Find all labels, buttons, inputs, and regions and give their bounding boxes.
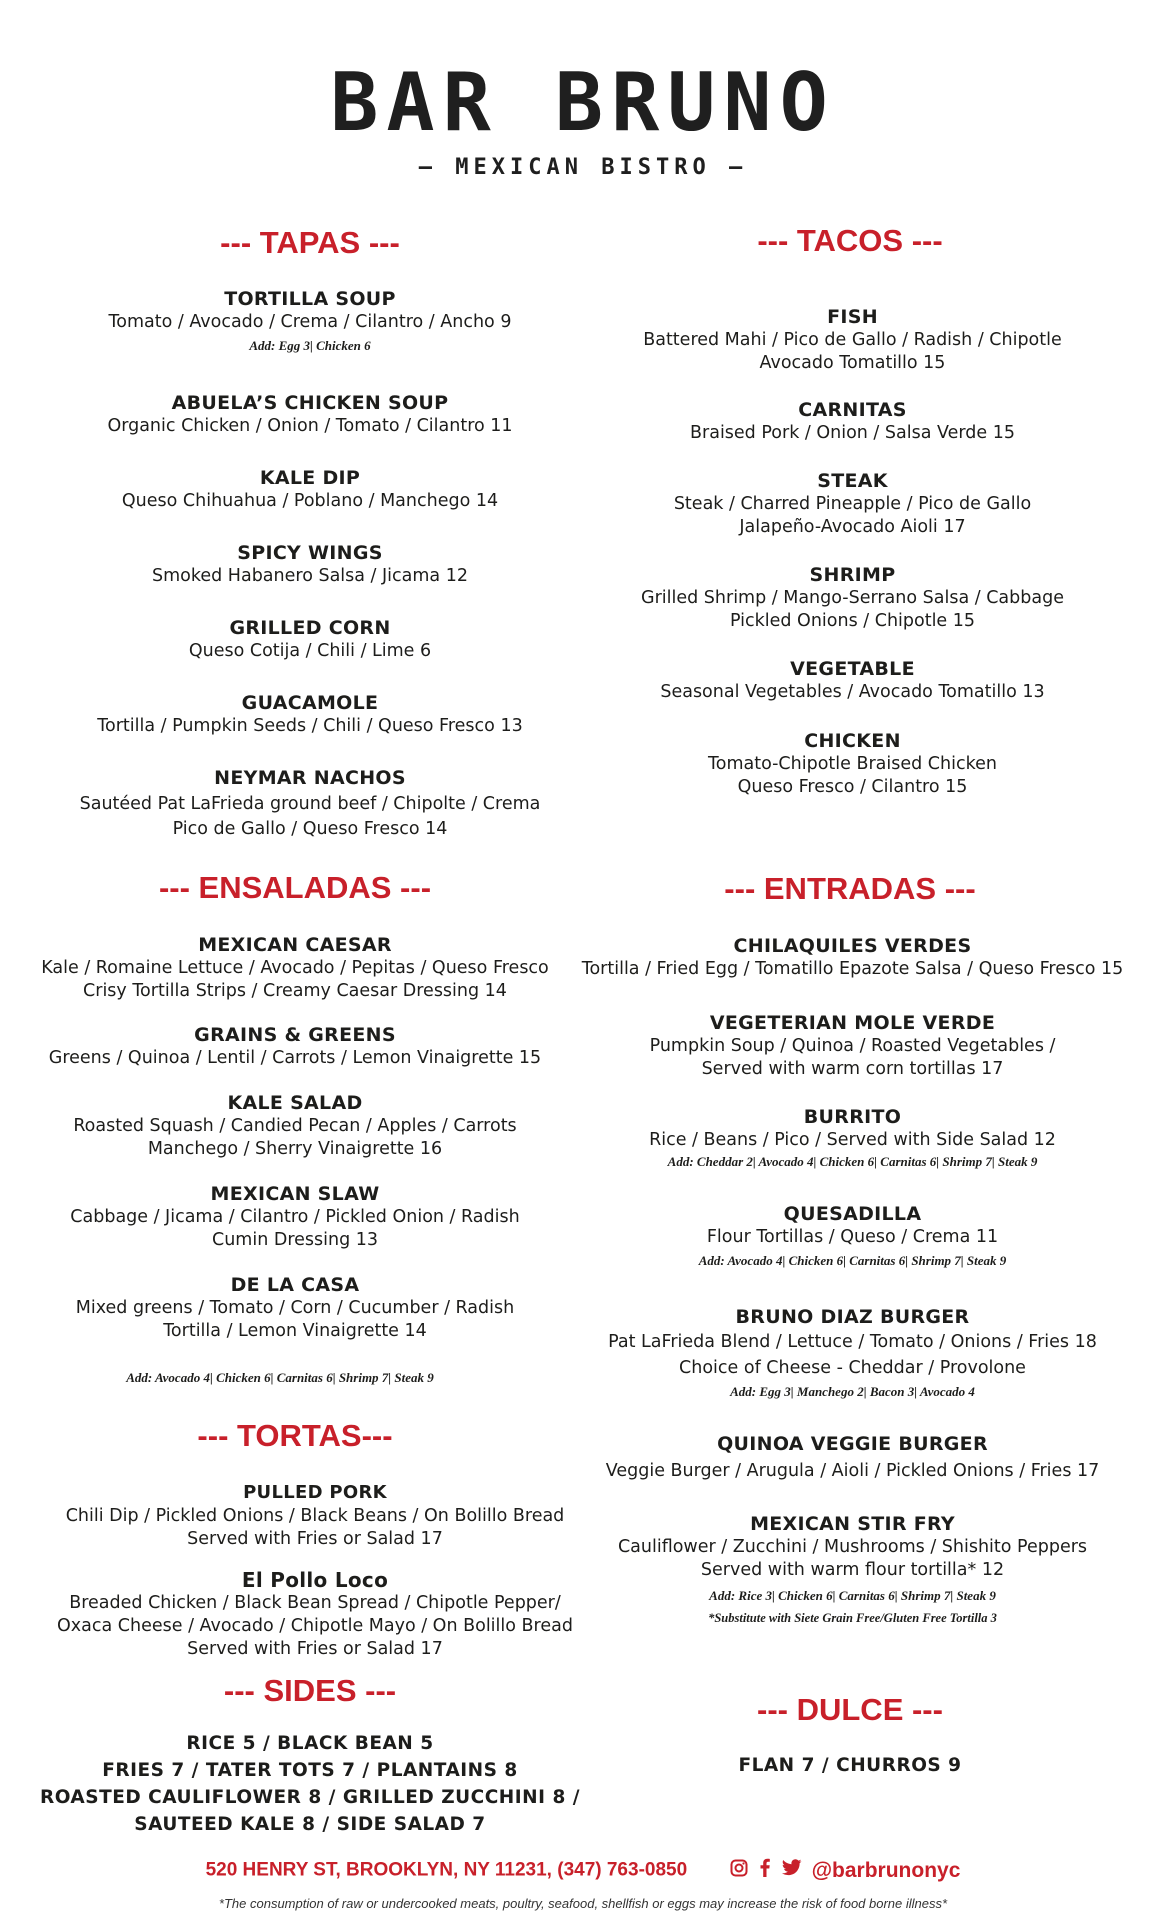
item-description: Braised Pork / Onion / Salsa Verde 15 (690, 423, 1015, 443)
item-description: Seasonal Vegetables / Avocado Tomatillo 13 (660, 682, 1045, 702)
item-name: KALE SALAD (227, 1092, 363, 1114)
entradas-section (565, 0, 1140, 1920)
item-description-2: Served with warm corn tortillas 17 (701, 1059, 1004, 1079)
tacos-heading: --- TACOS --- (757, 223, 943, 258)
menu-item (25, 1568, 605, 1661)
item-name: CHILAQUILES VERDES (733, 935, 972, 957)
item-name: SHRIMP (809, 564, 896, 586)
item-name: PULLED PORK (243, 1482, 387, 1503)
sides-line: ROASTED CAULIFLOWER 8 / GRILLED ZUCCHINI 8 / (39, 1787, 581, 1808)
item-description-2: Tortilla / Lemon Vinaigrette 14 (163, 1321, 427, 1341)
item-name: NEYMAR NACHOS (214, 767, 406, 789)
item-substitute-note: *Substitute with Siete Grain Free/Gluten Free Tortilla 3 (708, 1611, 997, 1625)
restaurant-subtitle: — MEXICAN BISTRO — (418, 155, 748, 180)
item-name: GRILLED CORN (229, 617, 391, 639)
item-description: Organic Chicken / Onion / Tomato / Cilantro 11 (107, 416, 513, 436)
item-description-2: Jalapeño-Avocado Aioli 17 (739, 517, 966, 537)
sides-line: RICE 5 / BLACK BEAN 5 (186, 1733, 434, 1754)
twitter-icon[interactable] (782, 1859, 802, 1882)
item-description-2: Served with warm flour tortilla* 12 (700, 1560, 1005, 1580)
item-description: Tortilla / Pumpkin Seeds / Chili / Queso Fresco 13 (97, 716, 523, 736)
item-description-2: Pico de Gallo / Queso Fresco 14 (172, 819, 448, 839)
item-addons: Add: Egg 3| Manchego 2| Bacon 3| Avocado 4 (730, 1384, 975, 1399)
item-name: QUESADILLA (783, 1203, 922, 1225)
item-name: TORTILLA SOUP (224, 288, 396, 310)
ensaladas-heading: --- ENSALADAS --- (158, 870, 432, 905)
item-description: Mixed greens / Tomato / Corn / Cucumber / Radish (75, 1298, 515, 1318)
item-addons: Add: Egg 3| Chicken 6 (249, 338, 371, 353)
item-name: STEAK (817, 470, 888, 492)
item-description-2: Queso Fresco / Cilantro 15 (737, 777, 968, 797)
menu-item (545, 1105, 1160, 1172)
item-description: Rice / Beans / Pico / Served with Side Salad 12 (649, 1130, 1056, 1150)
item-description: Pumpkin Soup / Quinoa / Roasted Vegetables / (649, 1036, 1056, 1056)
item-addons: Add: Avocado 4| Chicken 6| Carnitas 6| Shrimp 7| Steak 9 (698, 1253, 1007, 1268)
ensaladas-addons: Add: Avocado 4| Chicken 6| Carnitas 6| Shrimp 7| Steak 9 (126, 1370, 434, 1385)
item-name: GUACAMOLE (241, 692, 379, 714)
menu-item (565, 1305, 1140, 1402)
item-description: Veggie Burger / Arugula / Aioli / Pickled Onions / Fries 17 (605, 1461, 1100, 1481)
item-description-3: Served with Fries or Salad 17 (187, 1639, 443, 1659)
item-name: DE LA CASA (230, 1274, 360, 1296)
item-description-2: Manchego / Sherry Vinaigrette 16 (147, 1139, 443, 1159)
item-description: Roasted Squash / Candied Pecan / Apples / Carrots (73, 1116, 517, 1136)
item-name: BURRITO (803, 1106, 902, 1128)
menu-item (25, 1481, 605, 1551)
food-safety-disclaimer: *The consumption of raw or undercooked meats, poultry, seafood, shellfish or eggs may increase the risk of food borne illness* (218, 1896, 948, 1911)
item-description: Chili Dip / Pickled Onions / Black Beans / On Bolillo Bread (65, 1506, 565, 1526)
footer-contact (0, 1858, 1166, 1883)
item-name: BRUNO DIAZ BURGER (735, 1306, 970, 1328)
item-addons: Add: Rice 3| Chicken 6| Carnitas 6| Shrimp 7| Steak 9 (709, 1588, 996, 1603)
item-name: KALE DIP (259, 467, 361, 489)
dulce-section (650, 1752, 1050, 1779)
item-name: El Pollo Loco (241, 1568, 389, 1592)
item-description: Sautéed Pat LaFrieda ground beef / Chipolte / Crema (79, 794, 541, 814)
item-description: Battered Mahi / Pico de Gallo / Radish / Chipotle (643, 330, 1062, 350)
item-addons: Add: Cheddar 2| Avocado 4| Chicken 6| Carnitas 6| Shrimp 7| Steak 9 (667, 1154, 1038, 1169)
dulce-line: FLAN 7 / CHURROS 9 (738, 1755, 962, 1776)
facebook-icon[interactable] (759, 1858, 771, 1883)
item-description: Cabbage / Jicama / Cilantro / Pickled Onion / Radish (70, 1207, 520, 1227)
item-description-2: Oxaca Cheese / Avocado / Chipotle Mayo / On Bolillo Bread (57, 1616, 573, 1636)
menu-item (565, 1202, 1140, 1271)
item-description: Cauliflower / Zucchini / Mushrooms / Shishito Peppers (617, 1537, 1088, 1557)
item-name: VEGETABLE (790, 658, 915, 680)
item-name: SPICY WINGS (237, 542, 383, 564)
restaurant-name: BAR BRUNO (330, 56, 836, 149)
item-description-2: Pickled Onions / Chipotle 15 (729, 611, 976, 631)
item-description-2: Crisy Tortilla Strips / Creamy Caesar Dressing 14 (83, 981, 507, 1001)
item-name: FISH (827, 306, 878, 328)
menu-item (565, 1432, 1140, 1483)
sides-line: SAUTEED KALE 8 / SIDE SALAD 7 (134, 1814, 486, 1835)
item-description: Pat LaFrieda Blend / Lettuce / Tomato / Onions / Fries 18 (608, 1332, 1097, 1352)
item-name: MEXICAN STIR FRY (750, 1513, 955, 1535)
item-name: MEXICAN CAESAR (198, 934, 392, 956)
item-description: Steak / Charred Pineapple / Pico de Gallo (673, 494, 1032, 514)
item-description: Tomato-Chipotle Braised Chicken (708, 754, 997, 774)
item-description: Kale / Romaine Lettuce / Avocado / Pepitas / Queso Fresco (41, 958, 549, 978)
item-name: QUINOA VEGGIE BURGER (717, 1433, 988, 1455)
item-description: Queso Cotija / Chili / Lime 6 (188, 641, 432, 661)
sides-section (20, 1730, 600, 1838)
item-description-2: Served with Fries or Salad 17 (187, 1529, 443, 1549)
item-description: Queso Chihuahua / Poblano / Manchego 14 (121, 491, 499, 511)
item-description: Tortilla / Fried Egg / Tomatillo Epazote Salsa / Queso Fresco 15 (581, 959, 1124, 979)
sides-line: FRIES 7 / TATER TOTS 7 / PLANTAINS 8 (102, 1760, 518, 1781)
tortas-section (25, 0, 605, 1920)
item-name: ABUELA’S CHICKEN SOUP (171, 392, 449, 414)
social-handle[interactable]: @barbrunonyc (811, 1858, 961, 1882)
item-description: Flour Tortillas / Queso / Crema 11 (706, 1227, 999, 1247)
tortas-heading: --- TORTAS--- (197, 1418, 393, 1453)
entradas-heading: --- ENTRADAS --- (724, 871, 976, 906)
item-name: MEXICAN SLAW (210, 1183, 380, 1205)
tapas-heading: --- TAPAS --- (220, 225, 400, 260)
item-description-2: Cumin Dressing 13 (211, 1230, 379, 1250)
dulce-heading: --- DULCE --- (757, 1692, 943, 1727)
menu-item (565, 1011, 1140, 1081)
sides-heading: --- SIDES --- (223, 1673, 397, 1708)
item-name: CARNITAS (798, 399, 907, 421)
item-description-2: Avocado Tomatillo 15 (759, 353, 946, 373)
menu-item (545, 934, 1160, 981)
item-name: VEGETERIAN MOLE VERDE (709, 1012, 996, 1034)
item-description: Tomato / Avocado / Crema / Cilantro / Ancho 9 (108, 312, 512, 332)
address-phone: 520 HENRY ST, BROOKLYN, NY 11231, (347) 763-0850 (205, 1859, 688, 1881)
menu-item (565, 1512, 1140, 1628)
item-description-2: Choice of Cheese - Cheddar / Provolone (679, 1358, 1026, 1378)
item-description: Grilled Shrimp / Mango-Serrano Salsa / Cabbage (641, 588, 1064, 608)
item-description: Greens / Quinoa / Lentil / Carrots / Lemon Vinaigrette 15 (48, 1048, 542, 1068)
item-description: Breaded Chicken / Black Bean Spread / Chipotle Pepper/ (69, 1593, 561, 1613)
item-name: GRAINS & GREENS (194, 1024, 396, 1046)
instagram-icon[interactable] (730, 1859, 748, 1883)
item-name: CHICKEN (804, 730, 901, 752)
item-description: Smoked Habanero Salsa / Jicama 12 (152, 566, 468, 586)
